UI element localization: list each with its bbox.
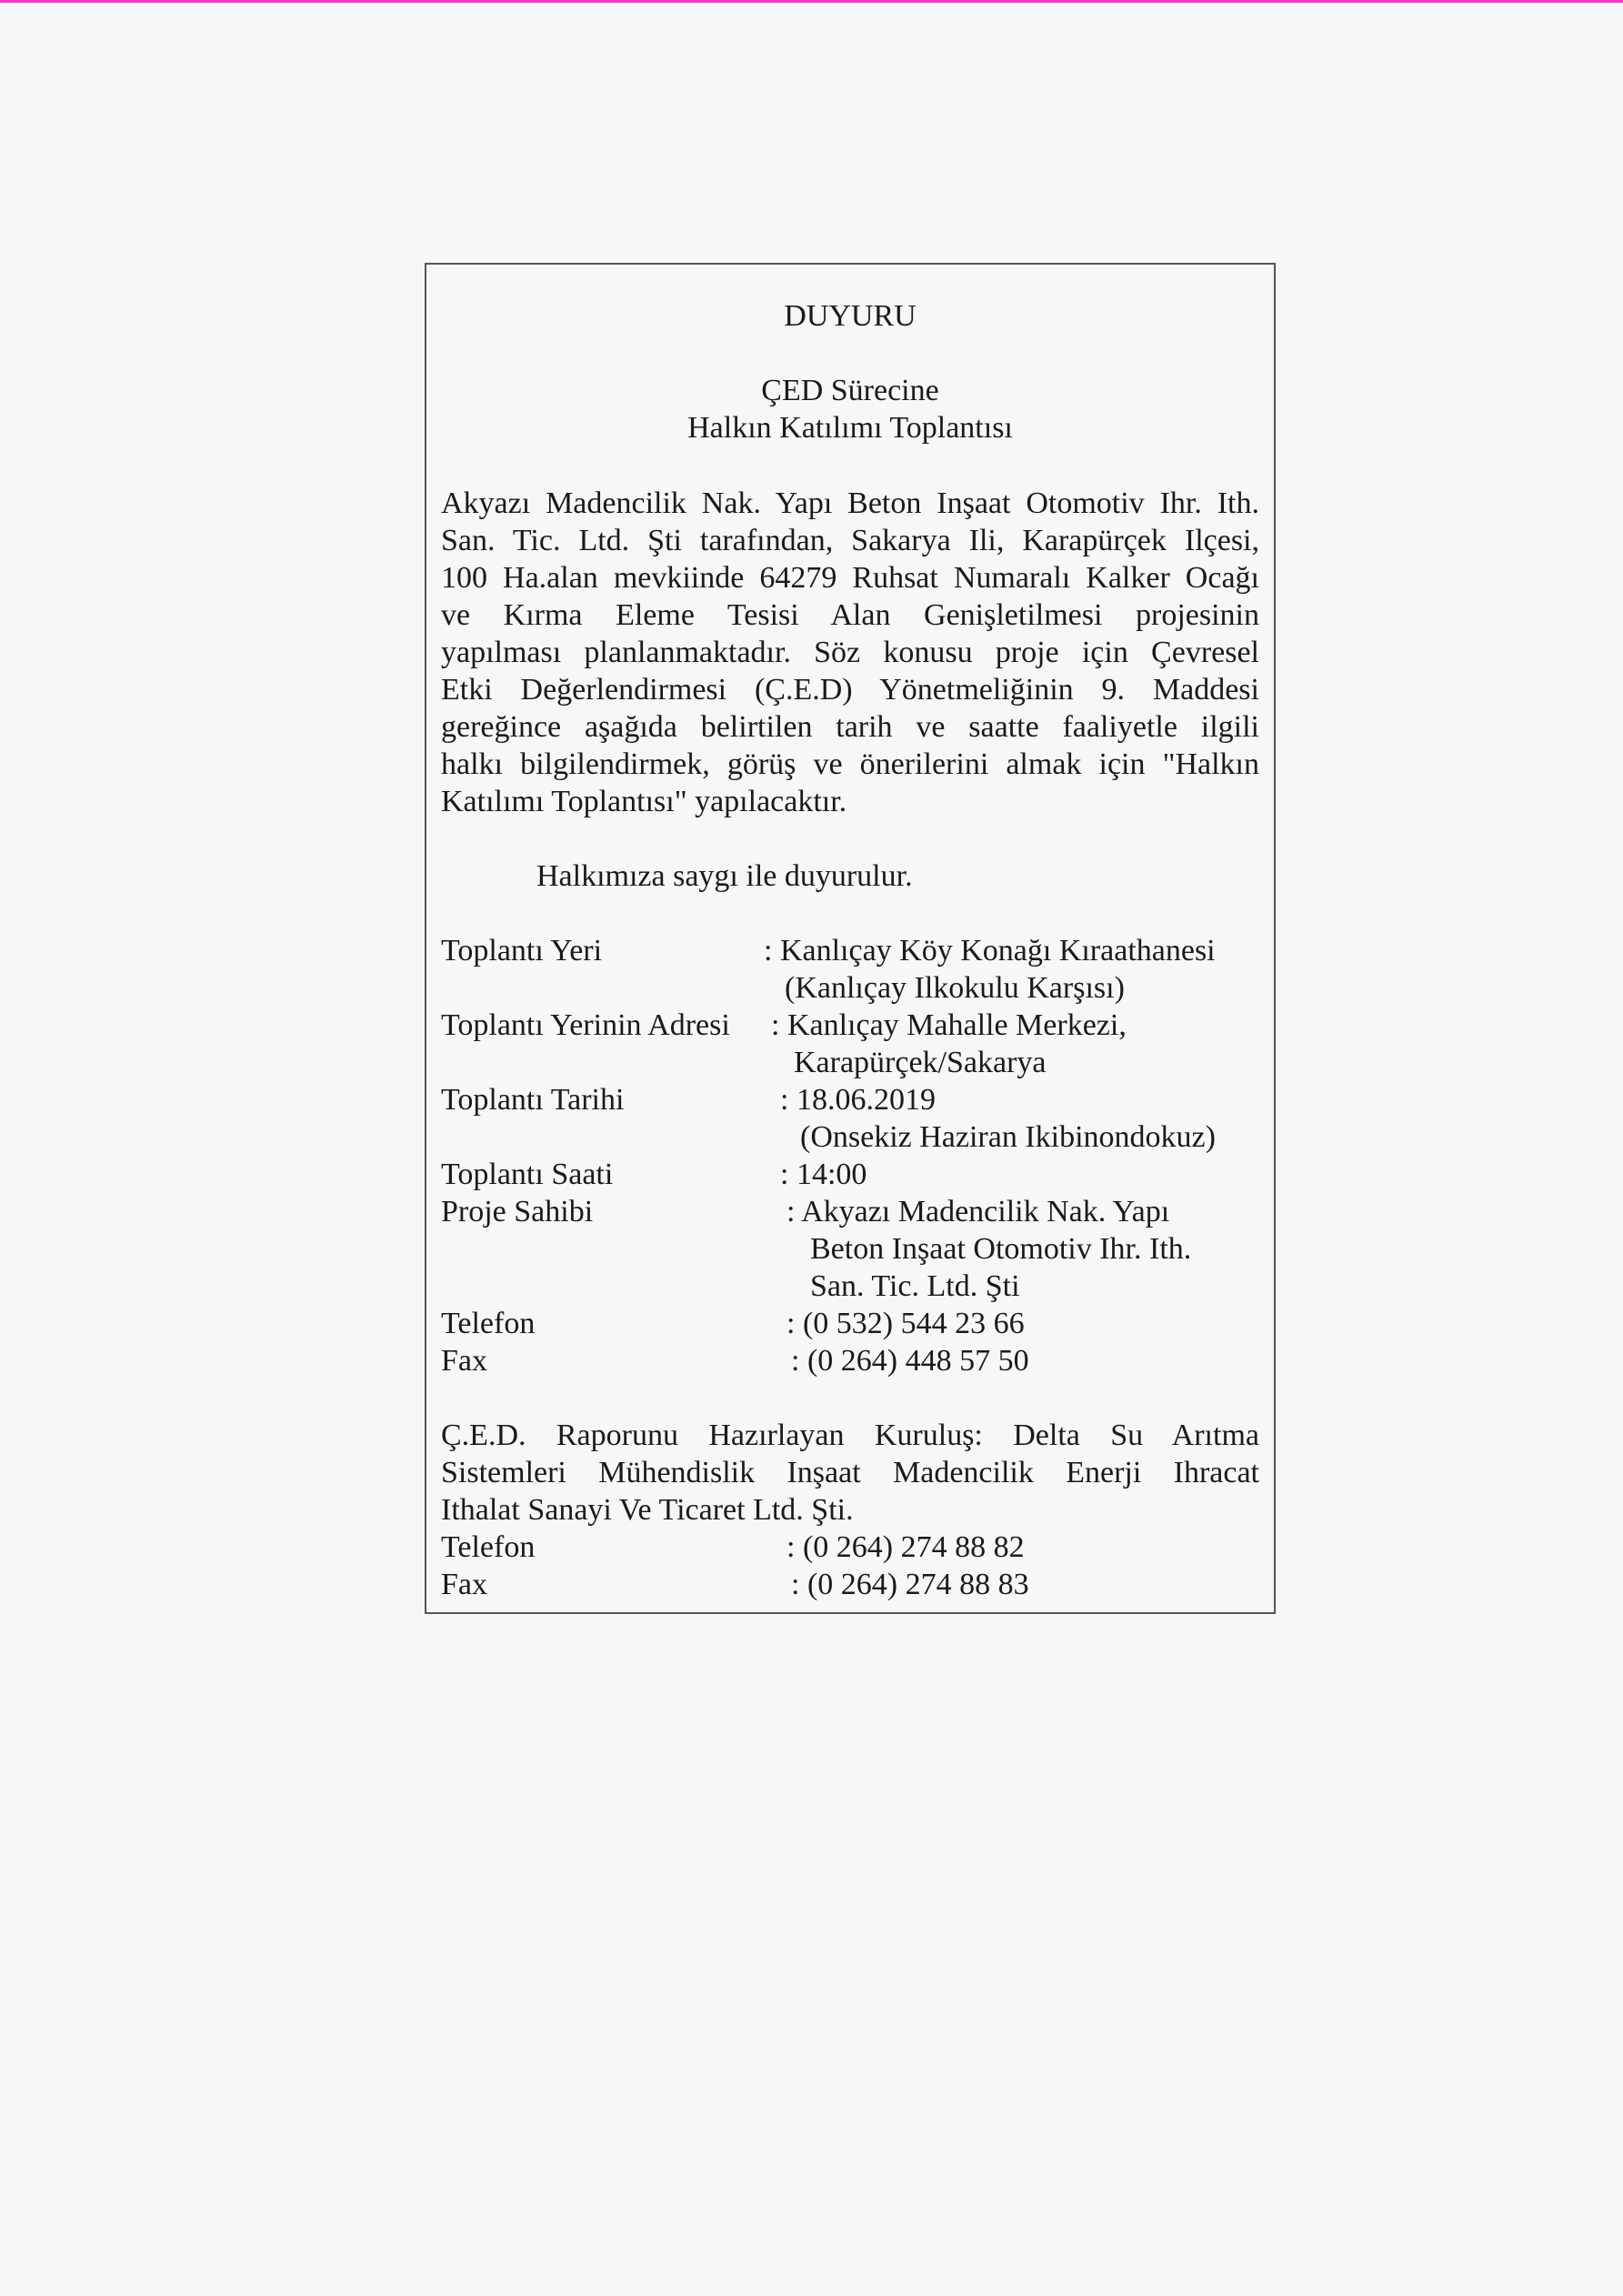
preparer-line: Ithalat Sanayi Ve Ticaret Ltd. Şti. [441,1493,854,1527]
preparer-fax-value: : (0 264) 274 88 83 [791,1568,1029,1601]
phone-value: : (0 532) 544 23 66 [786,1307,1025,1340]
paragraph-line: Etki Değerlendirmesi (Ç.E.D) Yönetmeliğinin 9. Maddesi [441,673,1259,707]
owner-value-3: San. Tic. Ltd. Şti [810,1269,1020,1303]
paragraph-line: Katılımı Toplantısı" yapılacaktır. [441,785,847,818]
greeting-text: Halkımıza saygı ile duyurulur. [536,859,913,893]
page-top-rule [0,0,1623,3]
paragraph-line: gereğince aşağıda belirtilen tarih ve saatte faaliyetle ilgili [441,710,1259,744]
preparer-phone-label: Telefon [441,1530,536,1564]
meeting-place-value: : Kanlıçay Köy Konağı Kıraathanesi [764,934,1216,968]
notice-subtitle-2: Halkın Katılımı Toplantısı [687,411,1013,445]
date-label: Toplantı Tarihi [441,1083,625,1117]
owner-value: : Akyazı Madencilik Nak. Yapı [786,1195,1170,1228]
address-value-2: Karapürçek/Sakarya [794,1046,1047,1079]
time-label: Toplantı Saati [441,1158,614,1191]
owner-label: Proje Sahibi [441,1195,594,1228]
preparer-phone-value: : (0 264) 274 88 82 [786,1530,1025,1564]
owner-value-2: Beton Inşaat Otomotiv Ihr. Ith. [810,1232,1192,1266]
paragraph-line: Akyazı Madencilik Nak. Yapı Beton Inşaat Otomotiv Ihr. Ith. [441,486,1259,520]
preparer-line: Sistemleri Mühendislik Inşaat Madencilik Enerji Ihracat [441,1456,1259,1489]
notice-subtitle-1: ÇED Sürecine [761,374,939,407]
fax-value: : (0 264) 448 57 50 [791,1344,1029,1378]
paragraph-line: halkı bilgilendirmek, görüş ve önerilerini almak için "Halkın [441,747,1259,781]
preparer-line: Ç.E.D. Raporunu Hazırlayan Kuruluş: Delta Su Arıtma [441,1419,1259,1452]
time-value: : 14:00 [780,1158,867,1191]
notice-box [425,263,1276,1614]
meeting-place-value-2: (Kanlıçay Ilkokulu Karşısı) [785,971,1125,1005]
meeting-place-label: Toplantı Yeri [441,934,603,968]
preparer-fax-label: Fax [441,1568,487,1601]
paragraph-line: San. Tic. Ltd. Şti tarafından, Sakarya Ili, Karapürçek Ilçesi, [441,524,1259,557]
notice-heading: DUYURU [784,299,917,333]
date-value-2: (Onsekiz Haziran Ikibinondokuz) [800,1120,1216,1154]
address-label: Toplantı Yerinin Adresi [441,1008,730,1042]
date-value: : 18.06.2019 [780,1083,936,1117]
phone-label: Telefon [441,1307,536,1340]
fax-label: Fax [441,1344,487,1378]
paragraph-line: 100 Ha.alan mevkiinde 64279 Ruhsat Numaralı Kalker Ocağı [441,561,1259,595]
paragraph-line: yapılması planlanmaktadır. Söz konusu proje için Çevresel [441,636,1259,669]
address-value: : Kanlıçay Mahalle Merkezi, [771,1008,1127,1042]
paragraph-line: ve Kırma Eleme Tesisi Alan Genişletilmesi projesinin [441,598,1259,632]
